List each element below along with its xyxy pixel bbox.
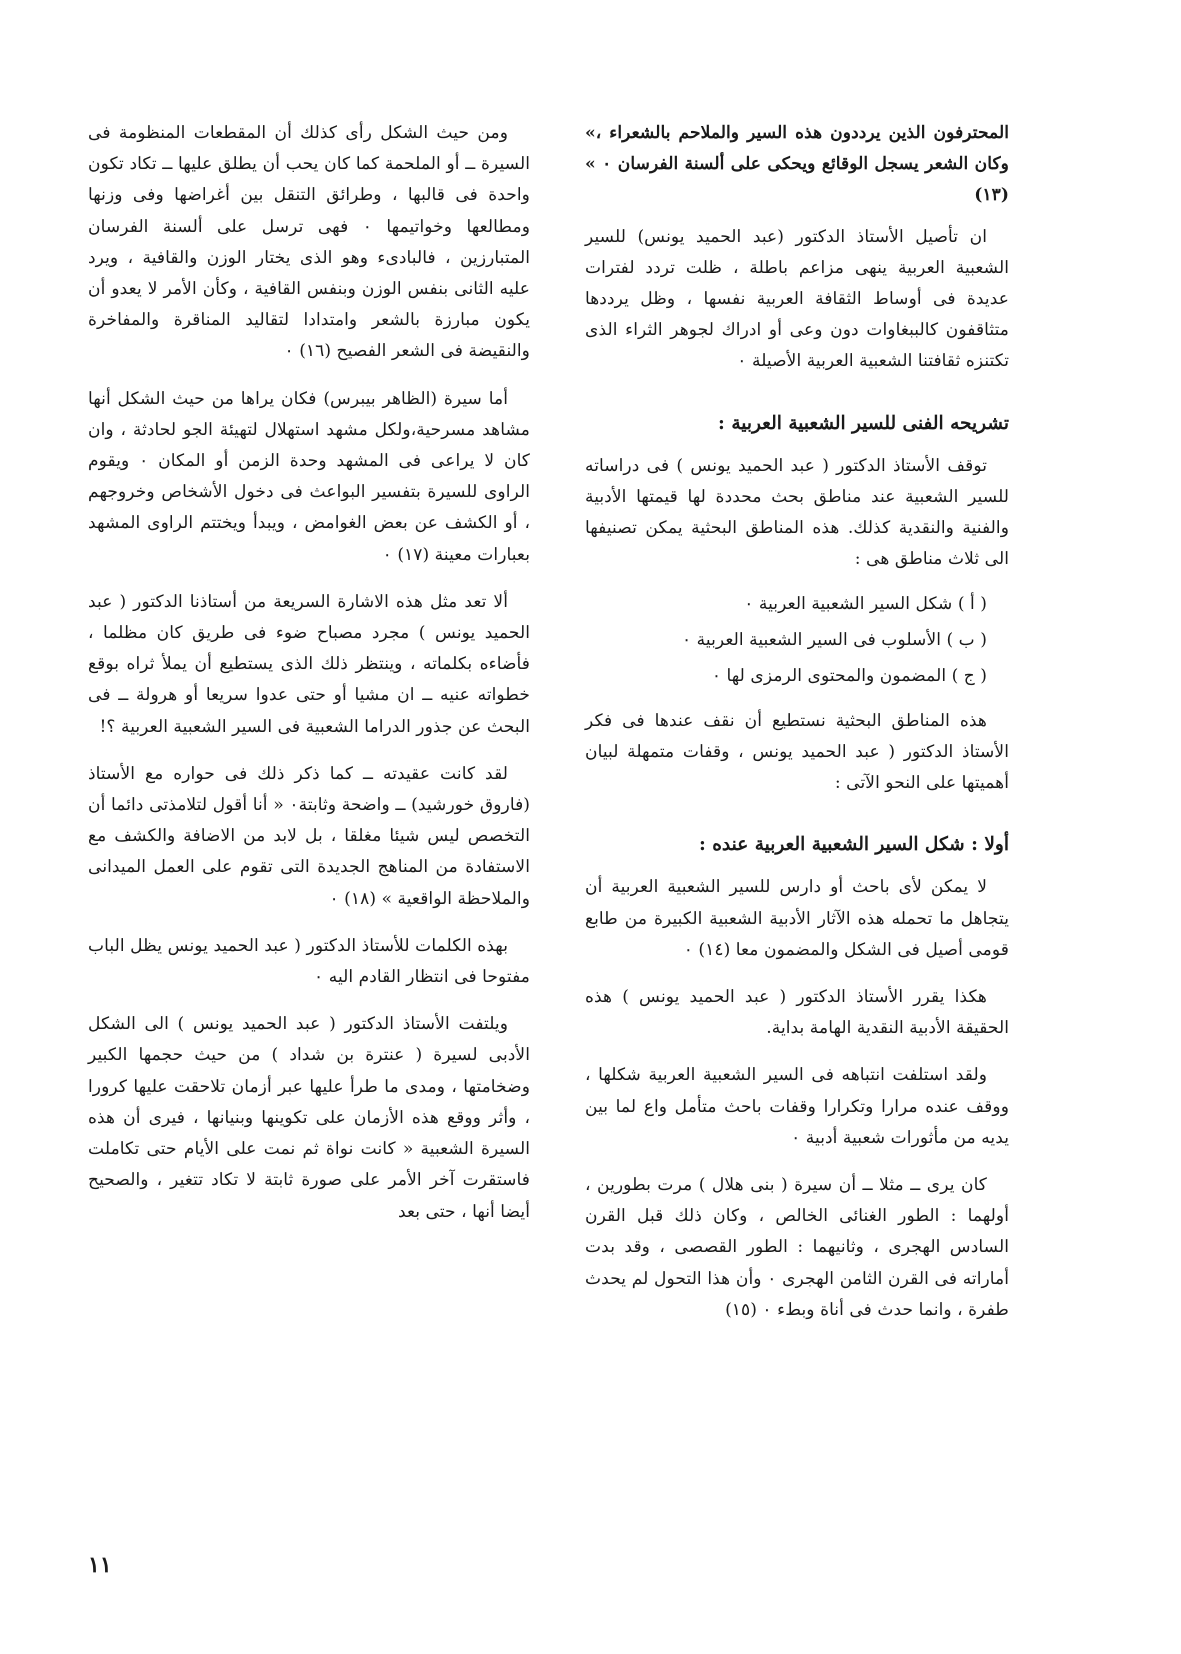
paragraph: هكذا يقرر الأستاذ الدكتور ( عبد الحميد يونس ) هذه الحقيقة الأدبية النقدية الهامة بداية. [585,987,1009,1039]
section-heading: تشريحه الفنى للسير الشعبية العربية : [718,412,1009,434]
paragraph: لقد كانت عقيدته ــ كما ذكر ذلك فى حواره مع الأستاذ (فاروق خورشيد) ــ واضحة وثابتة٠ « أنا أقول لتلامذتى دائما أن التخصص ليس شيئا مغلقا ، بل لابد من الاضافة والكشف مع الاستفادة من المناهج الجديدة التى تقوم على العمل الميدانى والملاحظة الواقعية » (١٨) ٠ [88,763,531,909]
paragraph: ويلتفت الأستاذ الدكتور ( عبد الحميد يونس ) الى الشكل الأدبى لسيرة ( عنترة بن شداد ) من حيث حجمها الكبير وضخامتها ، ومدى ما طرأ عليها عبر أزمان تلاحقت عليها كرورا ، وأثر ووقع هذه الأزمان على تكوينها وبنيانها ، فيرى أن هذه السيرة الشعبية « كانت نواة ثم نمت على الأيام حتى تكاملت فاستقرت آخر الأمر على صورة ثابتة لا تكاد تتغير ، والصحيح أيضا أنها ، حتى بعد [88,1014,530,1222]
list-item: ( ب ) الأسلوب فى السير الشعبية العربية ٠ [681,629,987,650]
paragraph: ان تأصيل الأستاذ الدكتور (عبد الحميد يونس) للسير الشعبية العربية ينهى مزاعم باطلة ، ظلت تردد لفترات عديدة فى أوساط الثقافة العربية نفسها ، وظل يرددها متثاقفون كالببغاوات دون وعى أو ادراك لجوهر الثراء الذى تكتنزه ثقافتنا الشعبية العربية الأصيلة ٠ [585,226,1009,372]
paragraph: ألا تعد مثل هذه الاشارة السريعة من أستاذنا الدكتور ( عبد الحميد يونس ) مجرد مصباح ضوء فى طريق كان مظلما ، فأضاءه بكلماته ، وينتظر ذلك الذى يستطيع أن يملأ ثراه بوقع خطواته عنيه ــ ان مشيا أو حتى عدوا سريعا أو هرولة ــ فى البحث عن جذور الدراما الشعبية فى السير الشعبية العربية ؟! [88,591,530,737]
left-column [88,118,530,1244]
page-number: ١١ [88,1552,112,1578]
paragraph: ولقد استلفت انتباهه فى السير الشعبية العربية شكلها ، ووقف عنده مرارا وتكرارا وقفات باحث متأمل واع لما بين يديه من مأثورات شعبية أدبية ٠ [585,1065,1009,1148]
paragraph: كان يرى ــ مثلا ــ أن سيرة ( بنى هلال ) مرت بطورين ، أولهما : الطور الغنائى الخالص ، وكان ذلك قبل القرن السادس الهجرى ، وثانيهما : الطور القصصى ، وقد بدت أماراته فى القرن الثامن الهجرى ٠ وأن هذا التحول لم يحدث طفرة ، وانما حدث فى أناة وبطء ٠ (١٥) [585,1175,1009,1320]
paragraph: توقف الأستاذ الدكتور ( عبد الحميد يونس ) فى دراساته للسير الشعبية عند مناطق بحث محددة لها قيمتها الأدبية والفنية والنقدية كذلك. هذه المناطق البحثية يمكن تصنيفها الى ثلاث مناطق هى : [585,455,1009,570]
paragraph: هذه المناطق البحثية نستطيع أن نقف عندها فى فكر الأستاذ الدكتور ( عبد الحميد يونس ، وقفات متمهلة لبيان أهميتها على النحو الآتى : [585,710,1009,794]
list [585,586,1009,694]
paragraph: بهذه الكلمات للأستاذ الدكتور ( عبد الحميد يونس يظل الباب مفتوحا فى انتظار القادم اليه ٠ [88,935,530,988]
paragraph: ومن حيث الشكل رأى كذلك أن المقطعات المنظومة فى السيرة ــ أو الملحمة كما كان يحب أن يطلق عليها ــ تكاد تكون واحدة فى قالبها ، وطرائق التنقل بين أغراضها وفى وزنها ومطالعها وخواتيمها ٠ فهى ترسل على ألسنة الفرسان المتبارزين ، فالبادىء وهو الذى يختار الوزن والقافية ، ويرد عليه الثانى بنفس الوزن وبنفس القافية ، وكأن الأمر لا يعدو أن يكون مبارزة بالشعر وامتدادا لتقاليد المناقرة والمفاخرة والنقيضة فى الشعر الفصيح (١٦) ٠ [88,123,530,362]
paragraph: المحترفون الذين يرددون هذه السير والملاحم بالشعراء ،» وكان الشعر يسجل الوقائع ويحكى على ألسنة الفرسان ٠ » (١٣) [585,123,1009,206]
list-item: ( ج ) المضمون والمحتوى الرمزى لها ٠ [711,665,987,686]
paragraph: لا يمكن لأى باحث أو دارس للسير الشعبية العربية أن يتجاهل ما تحمله هذه الآثار الأدبية الشعبية الكبيرة من طابع قومى أصيل فى الشكل والمضمون معا (١٤) ٠ [585,877,1009,960]
list-item: ( أ ) شكل السير الشعبية العربية ٠ [744,593,987,614]
right-column [585,118,1009,1342]
paragraph: أما سيرة (الظاهر بيبرس) فكان يراها من حيث الشكل أنها مشاهد مسرحية،ولكل مشهد استهلال لتهيئة الجو لحادثة ، وان كان لا يراعى فى المشهد وحدة الزمن أو المكان ٠ ويقوم الراوى للسيرة بتفسير البواعث فى دخول الأشخاص وخروجهم ، أو الكشف عن بعض الغوامض ، ويبدأ ويختتم الراوى المشهد بعبارات معينة (١٧) ٠ [88,388,530,565]
section-heading: أولا : شكل السير الشعبية العربية عنده : [698,834,1009,856]
